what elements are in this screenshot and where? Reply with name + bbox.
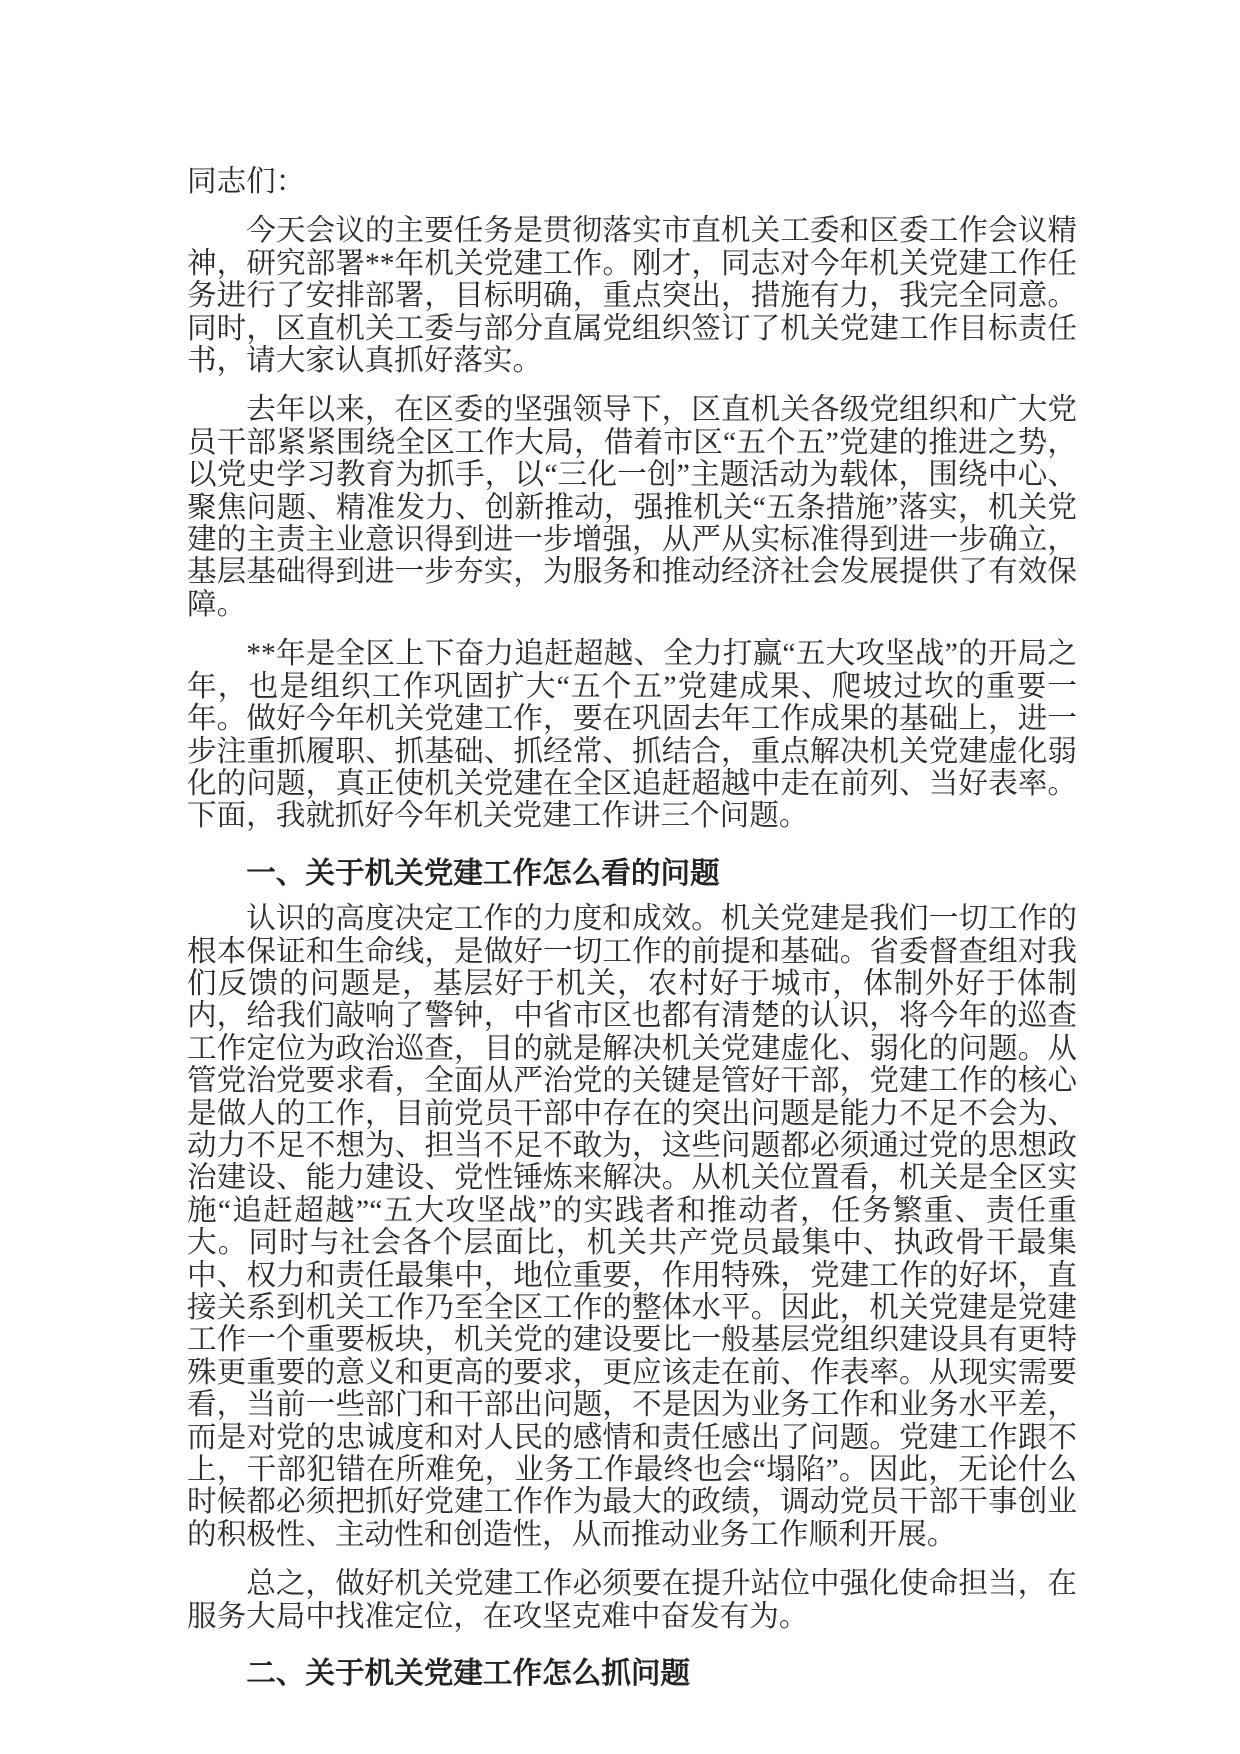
paragraph-section1-summary: 总之，做好机关党建工作必须要在提升站位中强化使命担当，在服务大局中找准定位，在攻坚克难中奋发有为。 [187,1568,1077,1633]
paragraph-outlook: **年是全区上下奋力追赶超越、全力打赢“五大攻坚战”的开局之年，也是组织工作巩固扩大“五个五”党建成果、爬坡过坎的重要一年。做好今年机关党建工作，要在巩固去年工作成果的基础上，进一步注重抓履职、抓基础、抓经常、抓结合，重点解决机关党建虚化弱化的问题，真正使机关党建在全区追赶超越中走在前列、当好表率。下面，我就抓好今年机关党建工作讲三个问题。 [187,638,1077,833]
section-heading-1: 一、关于机关党建工作怎么看的问题 [246,857,720,890]
salutation: 同志们： [187,166,306,198]
paragraph-review: 去年以来，在区委的坚强领导下，区直机关各级党组织和广大党员干部紧紧围绕全区工作大局，借着市区“五个五”党建的推进之势，以党史学习教育为抓手，以“三化一创”主题活动为载体，围绕中心、聚焦问题、精准发力、创新推动，强推机关“五条措施”落实，机关党建的主责主业意识得到进一步增强，从严从实标准得到进一步确立，基层基础得到进一步夯实，为服务和推动经济社会发展提供了有效保障。 [187,394,1077,621]
document-page [187,166,1077,1703]
section-heading-2: 二、关于机关党建工作怎么抓问题 [246,1658,691,1691]
paragraph-section1-body: 认识的高度决定工作的力度和成效。机关党建是我们一切工作的根本保证和生命线，是做好一切工作的前提和基础。省委督查组对我们反馈的问题是，基层好于机关，农村好于城市，体制外好于体制内，给我们敲响了警钟，中省市区也都有清楚的认识，将今年的巡查工作定位为政治巡查，目的就是解决机关党建虚化、弱化的问题。从管党治党要求看，全面从严治党的关键是管好干部，党建工作的核心是做人的工作，目前党员干部中存在的突出问题是能力不足不会为、动力不足不想为、担当不足不敢为，这些问题都必须通过党的思想政治建设、能力建设、党性锤炼来解决。从机关位置看，机关是全区实施“追赶超越”“五大攻坚战”的实践者和推动者，任务繁重、责任重大。同时与社会各个层面比，机关共产党员最集中、执政骨干最集中、权力和责任最集中，地位重要，作用特殊，党建工作的好坏，直接关系到机关工作乃至全区工作的整体水平。因此，机关党建是党建工作一个重要板块，机关党的建设要比一般基层党组织建设具有更特殊更重要的意义和更高的要求，更应该走在前、作表率。从现实需要看，当前一些部门和干部出问题，不是因为业务工作和业务水平差，而是对党的忠诚度和对人民的感情和责任感出了问题。党建工作跟不上，干部犯错在所难免，业务工作最终也会“塌陷”。因此，无论什么时候都必须把抓好党建工作作为最大的政绩，调动党员干部干事创业的积极性、主动性和创造性，从而推动业务工作顺利开展。 [187,903,1077,1551]
paragraph-intro: 今天会议的主要任务是贯彻落实市直机关工委和区委工作会议精神，研究部署**年机关党建工作。刚才，同志对今年机关党建工作任务进行了安排部署，目标明确，重点突出，措施有力，我完全同意。同时，区直机关工委与部分直属党组织签订了机关党建工作目标责任书，请大家认真抓好落实。 [187,215,1077,378]
